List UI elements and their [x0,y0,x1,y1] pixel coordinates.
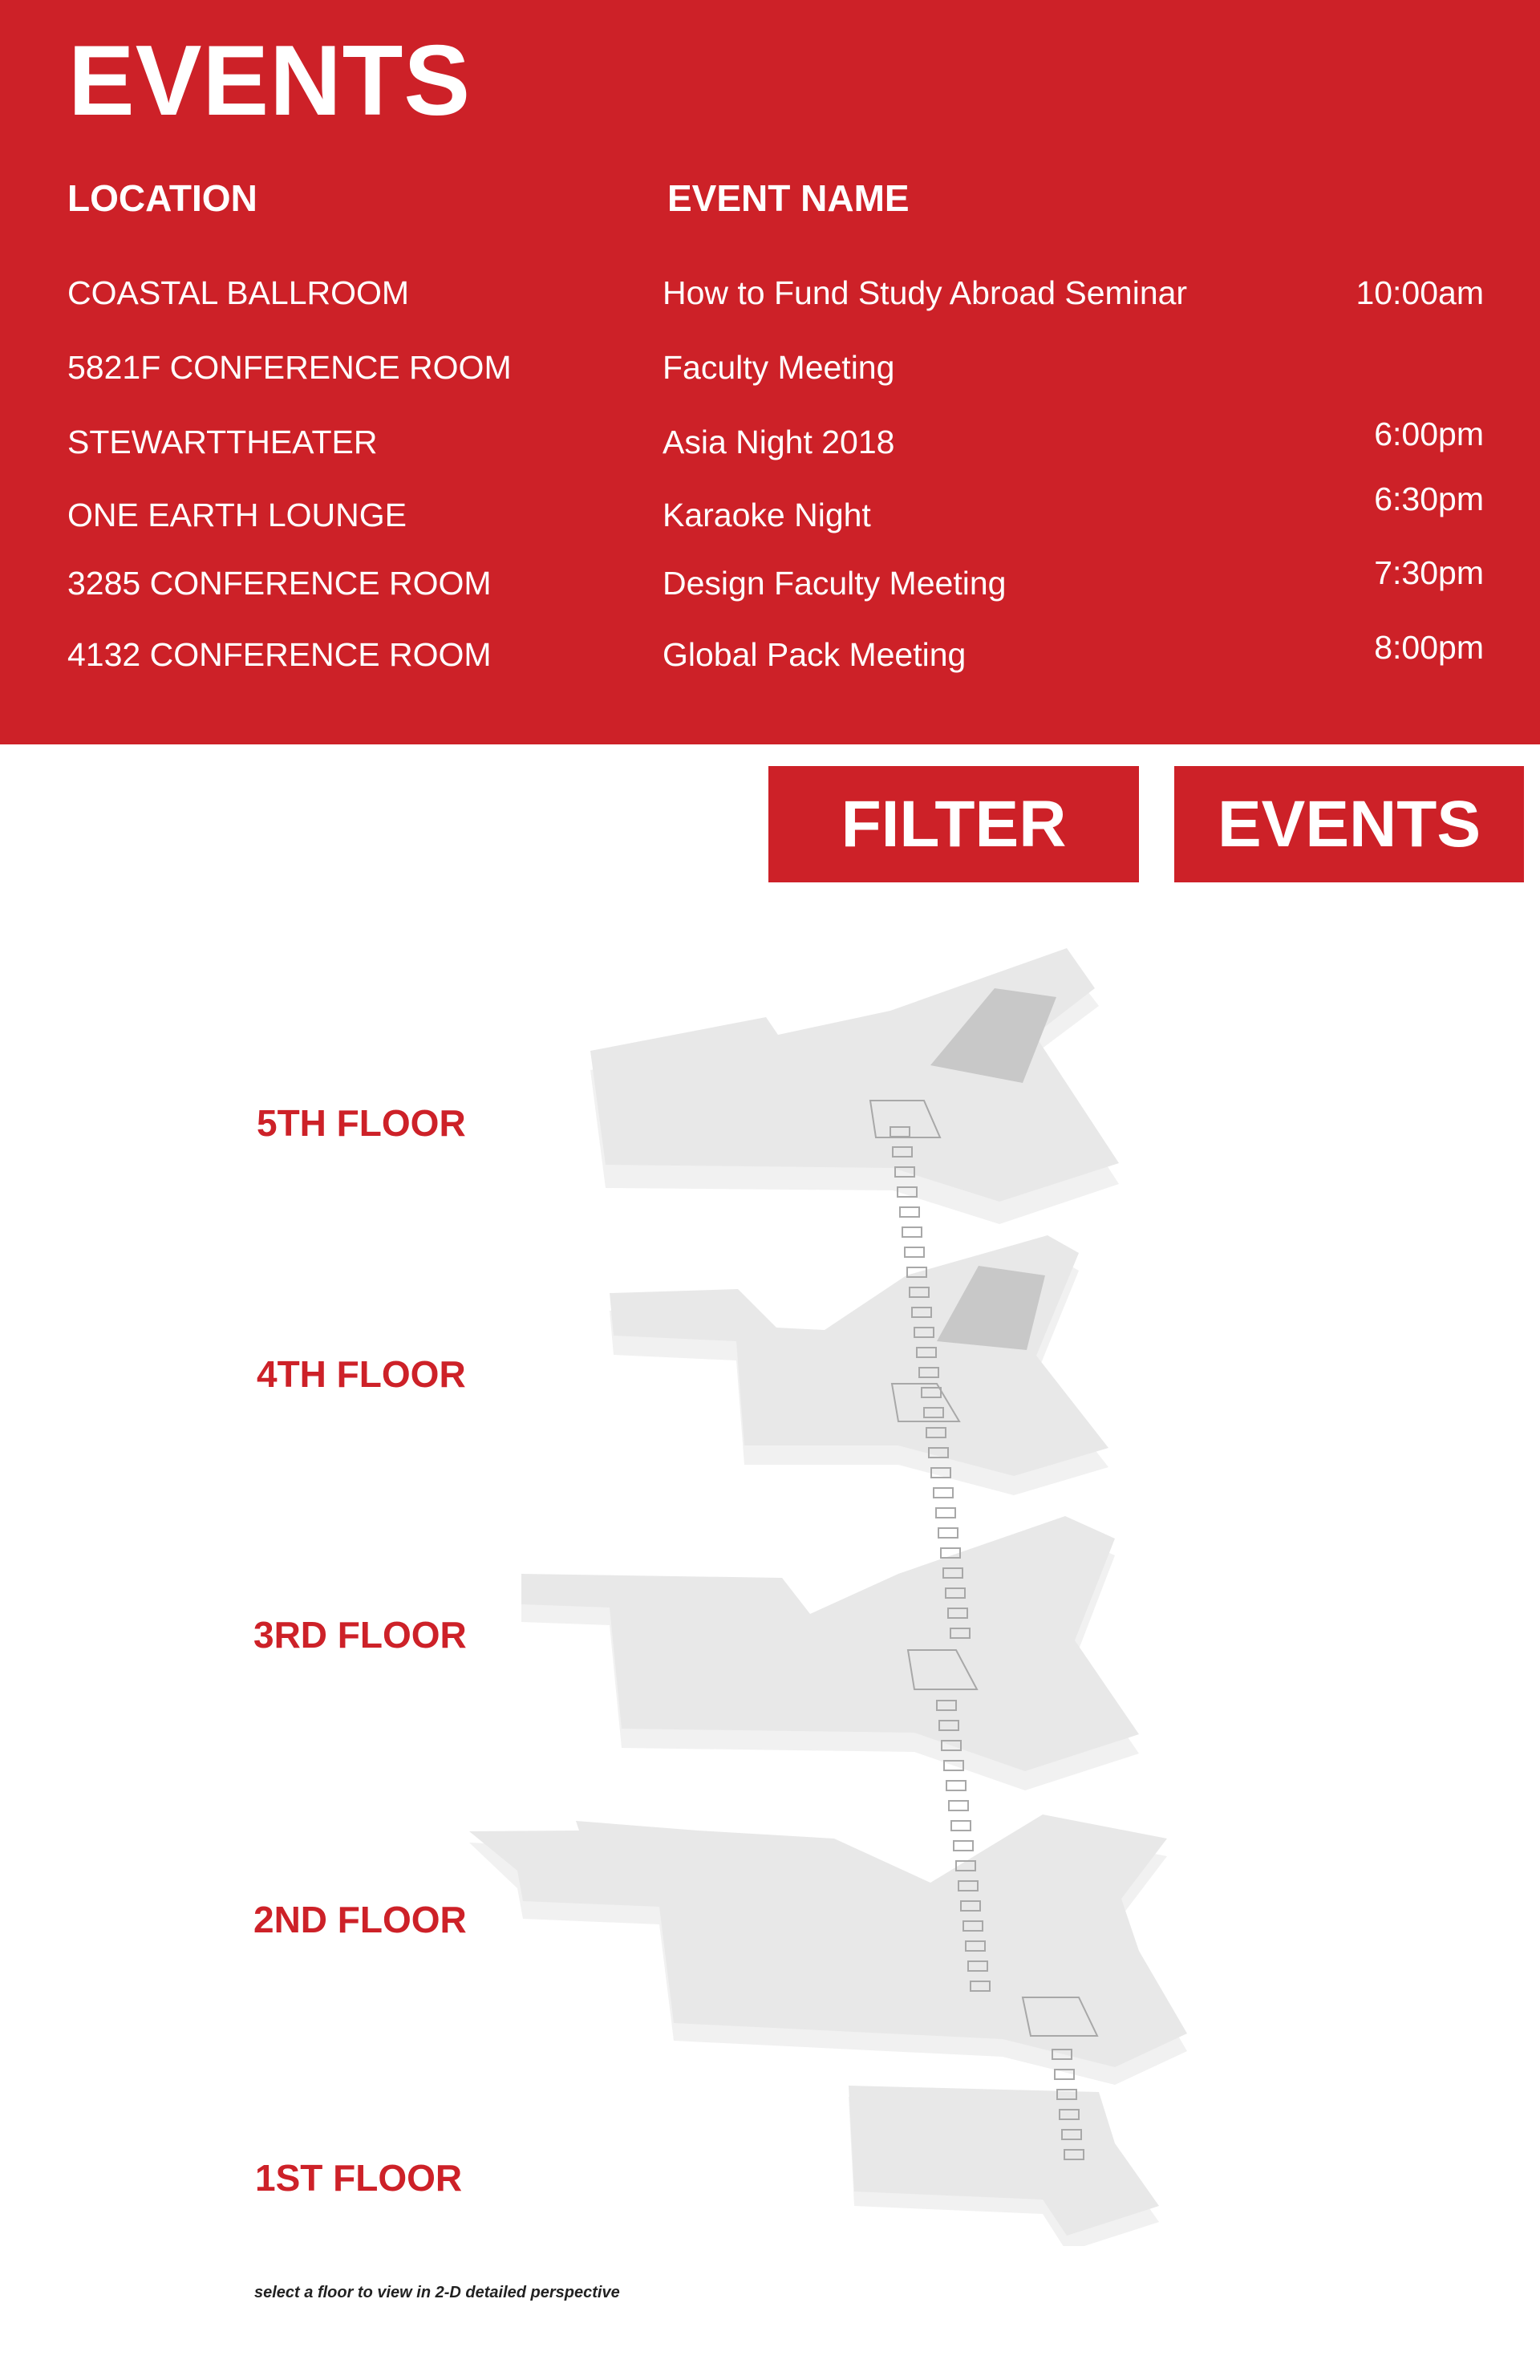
event-row-2-name[interactable]: Faculty Meeting [663,349,895,386]
floor-4-label[interactable]: 4TH FLOOR [257,1353,466,1395]
floor-4-plan[interactable] [610,1235,1108,1495]
floor-stack-illustration [0,882,1540,2246]
floor-2-plan[interactable] [469,1814,1187,2085]
event-row-5-location: 3285 CONFERENCE ROOM [67,565,492,602]
event-row-1-location: COASTAL BALLROOM [67,274,410,311]
event-row-5-name[interactable]: Design Faculty Meeting [663,565,1007,602]
events-header [0,0,1540,744]
event-row-1-time: 10:00am [1356,274,1484,311]
event-row-4-location: ONE EARTH LOUNGE [67,497,407,533]
instruction-footnote: select a floor to view in 2-D detailed perspective [254,2284,620,2301]
event-name-column-header: EVENT NAME [667,177,910,219]
event-row-2-location: 5821F CONFERENCE ROOM [67,349,512,386]
location-column-header: LOCATION [67,177,257,219]
floor-1-plan[interactable] [849,2086,1159,2246]
event-row-6-time: 8:00pm [1374,629,1484,666]
events-button[interactable]: EVENTS [1174,766,1524,882]
floor-1-label[interactable]: 1ST FLOOR [255,2157,463,2199]
page-title: EVENTS [68,26,472,136]
event-row-3-location: STEWARTTHEATER [67,424,378,460]
event-row-1-name[interactable]: How to Fund Study Abroad Seminar [663,274,1188,311]
event-row-3-name[interactable]: Asia Night 2018 [663,424,895,460]
event-row-5-time: 7:30pm [1374,554,1484,591]
floor-5-plan[interactable] [590,948,1119,1224]
event-row-6-location: 4132 CONFERENCE ROOM [67,636,492,673]
filter-button[interactable]: FILTER [768,766,1139,882]
event-row-3-time: 6:00pm [1374,416,1484,452]
floor-3-plan[interactable] [521,1516,1139,1790]
floor-5-label[interactable]: 5TH FLOOR [257,1102,466,1144]
event-row-4-time: 6:30pm [1374,480,1484,517]
event-row-6-name[interactable]: Global Pack Meeting [663,636,967,673]
event-row-4-name[interactable]: Karaoke Night [663,497,871,533]
floor-2-label[interactable]: 2ND FLOOR [253,1899,467,1940]
floor-3-label[interactable]: 3RD FLOOR [253,1614,467,1656]
